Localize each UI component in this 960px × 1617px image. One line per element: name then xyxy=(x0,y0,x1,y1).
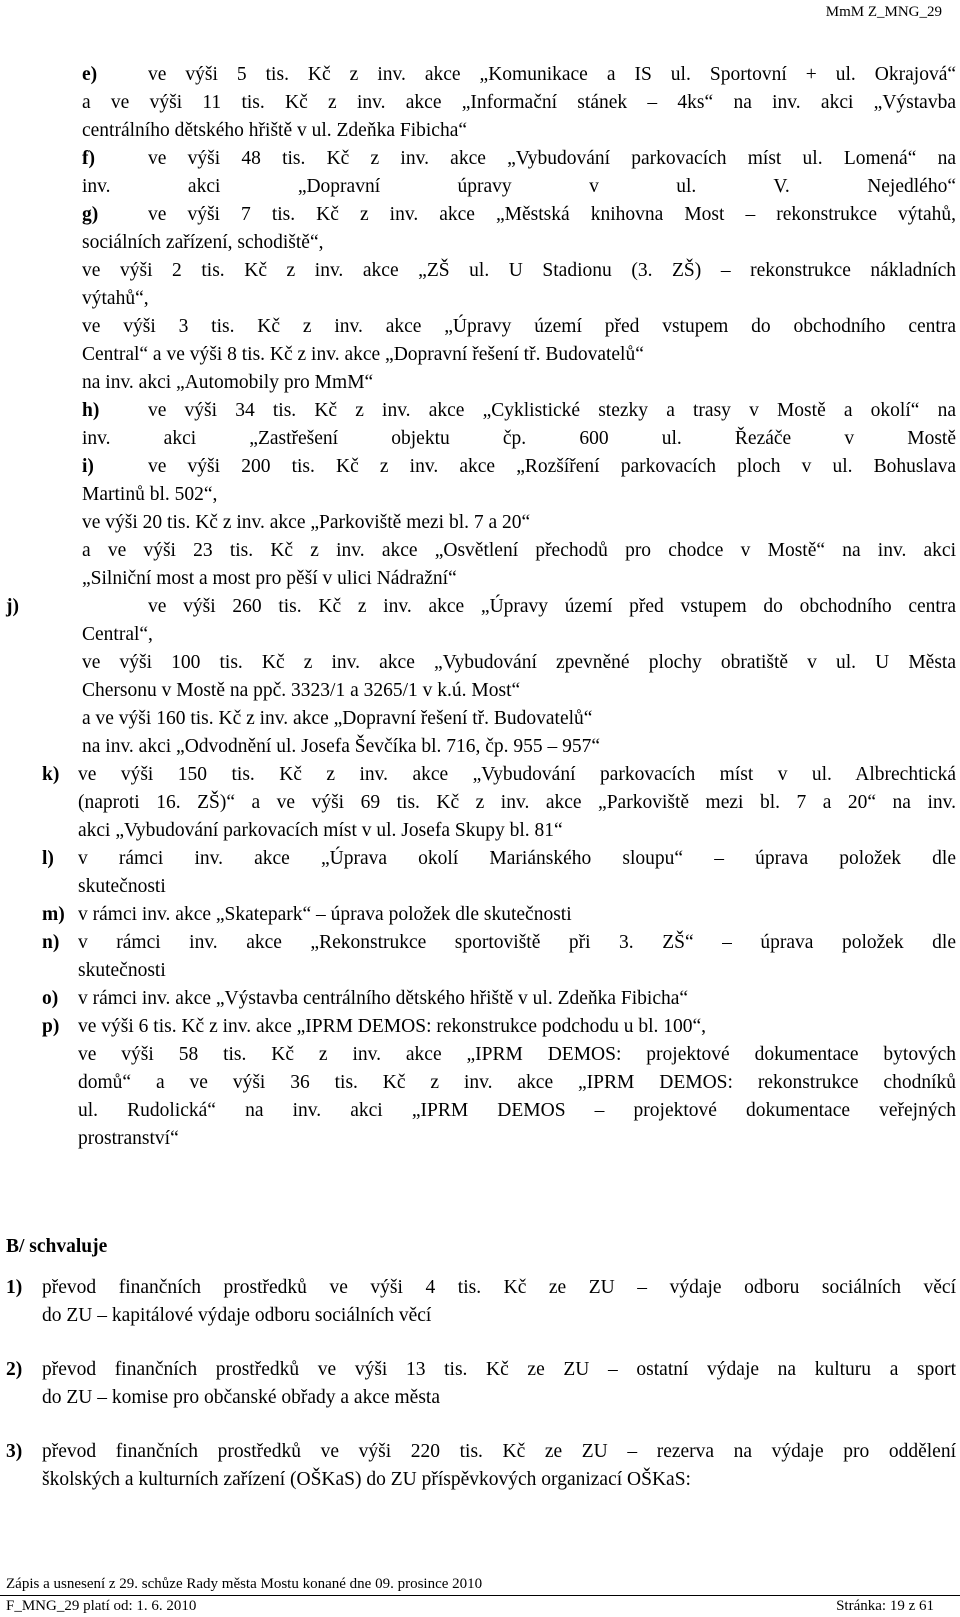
item-text-line: na inv. akci „Odvodnění ul. Josefa Ševčíka bl. 716, čp. 955 – 957“ xyxy=(82,736,601,757)
item-text-line: ve výši 7 tis. Kč z inv. akce „Městská knihovna Most – rekonstrukce výtahů, xyxy=(148,204,956,225)
item-text-line: v rámci inv. akce „Úprava okolí Mariánského sloupu“ – úprava položek dle xyxy=(78,848,956,869)
approval-item-text: převod finančních prostředků ve výši 4 tis. Kč ze ZU – výdaje odboru sociálních věcí xyxy=(42,1277,956,1298)
item-text-line: Chersonu v Mostě na ppč. 3323/1 a 3265/1 v k.ú. Most“ xyxy=(82,680,521,701)
approval-item-number: 2) xyxy=(6,1359,23,1380)
item-text-line: ve výši 260 tis. Kč z inv. akce „Úpravy území před vstupem do obchodního centra xyxy=(148,596,956,617)
item-text-line: Central“, xyxy=(82,624,153,645)
item-text-line: ve výši 20 tis. Kč z inv. akce „Parkoviště mezi bl. 7 a 20“ xyxy=(82,512,531,533)
item-text-line: skutečnosti xyxy=(78,960,166,981)
item-label: i) xyxy=(82,456,94,477)
item-text-line: ve výši 2 tis. Kč z inv. akce „ZŠ ul. U Stadionu (3. ZŠ) – rekonstrukce nákladních xyxy=(82,260,956,281)
item-text-line: výtahů“, xyxy=(82,288,149,309)
item-text-line: inv. akci „Zastřešení objektu čp. 600 ul. Řezáče v Mostě xyxy=(82,428,956,449)
item-text-line: domů“ a ve výši 36 tis. Kč z inv. akce „IPRM DEMOS: rekonstrukce chodníků xyxy=(78,1072,956,1093)
item-label: j) xyxy=(6,596,19,617)
approval-item-text: do ZU – komise pro občanské obřady a akce města xyxy=(42,1387,440,1408)
item-text-line: v rámci inv. akce „Skatepark“ – úprava položek dle skutečnosti xyxy=(78,904,572,925)
item-text-line: Martinů bl. 502“, xyxy=(82,484,218,505)
footer-rule xyxy=(0,1595,960,1596)
item-label: l) xyxy=(42,848,54,869)
item-text-line: ul. Rudolická“ na inv. akci „IPRM DEMOS – projektové dokumentace veřejných xyxy=(78,1100,956,1121)
item-text-line: a ve výši 160 tis. Kč z inv. akce „Dopravní řešení tř. Budovatelů“ xyxy=(82,708,593,729)
item-label: h) xyxy=(82,400,100,421)
item-text-line: (naproti 16. ZŠ)“ a ve výši 69 tis. Kč z inv. akce „Parkoviště mezi bl. 7 a 20“ na inv. xyxy=(78,792,956,813)
item-label: m) xyxy=(42,904,65,925)
item-text-line: ve výši 58 tis. Kč z inv. akce „IPRM DEMOS: projektové dokumentace bytových xyxy=(78,1044,956,1065)
item-label: f) xyxy=(82,148,95,169)
item-label: p) xyxy=(42,1016,60,1037)
item-label: o) xyxy=(42,988,59,1009)
item-text-line: ve výši 100 tis. Kč z inv. akce „Vybudování zpevněné plochy obratiště v ul. U Města xyxy=(82,652,956,673)
item-text-line: sociálních zařízení, schodiště“, xyxy=(82,232,324,253)
section-heading: B/ schvaluje xyxy=(6,1236,108,1257)
item-text-line: v rámci inv. akce „Rekonstrukce sportoviště při 3. ZŠ“ – úprava položek dle xyxy=(78,932,956,953)
document-code: MmM Z_MNG_29 xyxy=(825,4,942,20)
item-text-line: „Silniční most a most pro pěší v ulici Nádražní“ xyxy=(82,568,457,589)
item-text-line: ve výši 200 tis. Kč z inv. akce „Rozšíření parkovacích ploch v ul. Bohuslava xyxy=(148,456,956,477)
item-text-line: ve výši 150 tis. Kč z inv. akce „Vybudování parkovacích míst v ul. Albrechtická xyxy=(78,764,956,785)
item-text-line: a ve výši 23 tis. Kč z inv. akce „Osvětlení přechodů pro chodce v Mostě“ na inv. akci xyxy=(82,540,956,561)
footer-page: Stránka: 19 z 61 xyxy=(836,1598,934,1614)
item-text-line: prostranství“ xyxy=(78,1128,179,1149)
item-text-line: akci „Vybudování parkovacích míst v ul. Josefa Skupy bl. 81“ xyxy=(78,820,563,841)
item-text-line: ve výši 5 tis. Kč z inv. akce „Komunikace a IS ul. Sportovní + ul. Okrajová“ xyxy=(148,64,956,85)
approval-item-number: 3) xyxy=(6,1441,23,1462)
item-label: e) xyxy=(82,64,98,85)
approval-item-number: 1) xyxy=(6,1277,23,1298)
item-text-line: ve výši 34 tis. Kč z inv. akce „Cyklistické stezky a trasy v Mostě a okolí“ na xyxy=(148,400,956,421)
footer-form: F_MNG_29 platí od: 1. 6. 2010 xyxy=(6,1598,197,1614)
item-text-line: inv. akci „Dopravní úpravy v ul. V. Nejedlého“ xyxy=(82,176,956,197)
approval-item-text: převod finančních prostředků ve výši 13 tis. Kč ze ZU – ostatní výdaje na kulturu a sport xyxy=(42,1359,956,1380)
item-label: g) xyxy=(82,204,99,225)
item-label: k) xyxy=(42,764,60,785)
item-text-line: Central“ a ve výši 8 tis. Kč z inv. akce „Dopravní řešení tř. Budovatelů“ xyxy=(82,344,644,365)
item-text-line: skutečnosti xyxy=(78,876,166,897)
approval-item-text: do ZU – kapitálové výdaje odboru sociálních věcí xyxy=(42,1305,432,1326)
approval-item-text: školských a kulturních zařízení (OŠKaS) do ZU příspěvkových organizací OŠKaS: xyxy=(42,1469,691,1490)
item-text-line: centrálního dětského hřiště v ul. Zdeňka Fibicha“ xyxy=(82,120,468,141)
item-text-line: na inv. akci „Automobily pro MmM“ xyxy=(82,372,374,393)
approval-item-text: převod finančních prostředků ve výši 220 tis. Kč ze ZU – rezerva na výdaje pro oddělení xyxy=(42,1441,956,1462)
footer-minutes: Zápis a usnesení z 29. schůze Rady města Mostu konané dne 09. prosince 2010 xyxy=(6,1576,483,1592)
item-text-line: a ve výši 11 tis. Kč z inv. akce „Informační stánek – 4ks“ na inv. akci „Výstavba xyxy=(82,92,956,113)
item-label: n) xyxy=(42,932,60,953)
item-text-line: ve výši 48 tis. Kč z inv. akce „Vybudování parkovacích míst ul. Lomená“ na xyxy=(148,148,956,169)
item-text-line: v rámci inv. akce „Výstavba centrálního dětského hřiště v ul. Zdeňka Fibicha“ xyxy=(78,988,689,1009)
item-text-line: ve výši 3 tis. Kč z inv. akce „Úpravy území před vstupem do obchodního centra xyxy=(82,316,956,337)
item-text-line: ve výši 6 tis. Kč z inv. akce „IPRM DEMOS: rekonstrukce podchodu u bl. 100“, xyxy=(78,1016,707,1037)
